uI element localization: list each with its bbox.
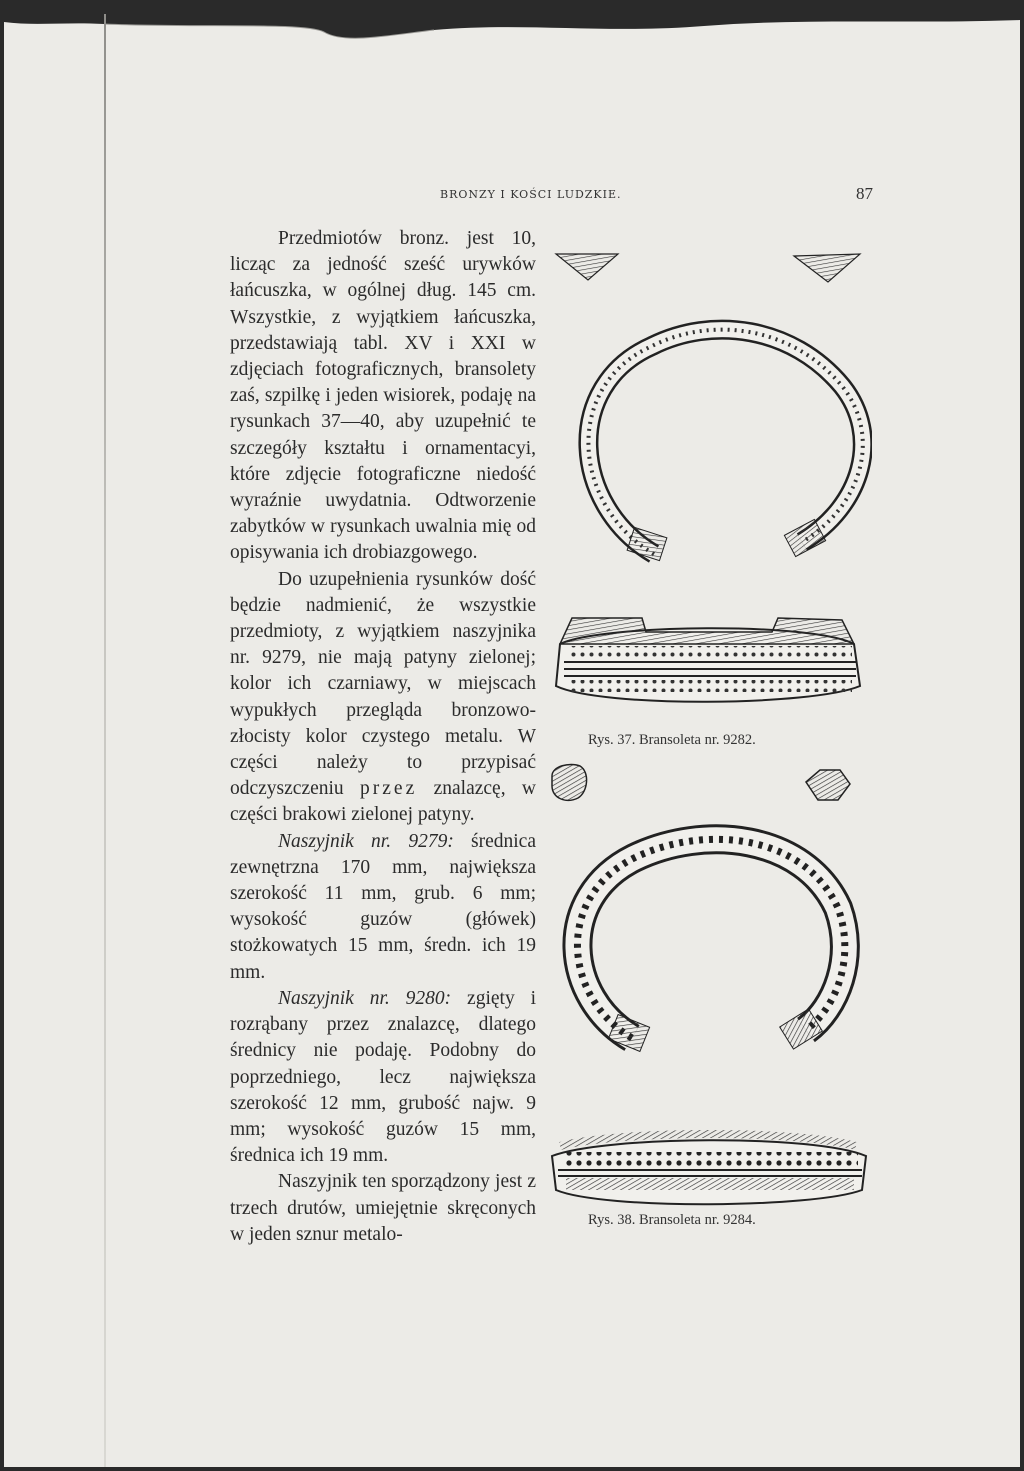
body-text-column (230, 226, 536, 1248)
paragraph-5: Naszyjnik ten sporządzony jest z trzech drutów, umiejętnie skręconych w jeden sznur metalo- (230, 1171, 536, 1245)
paragraph-4 (230, 986, 536, 1169)
torn-top-edge (4, 14, 1020, 54)
running-title: BRONZY I KOŚCI LUDZKIE. (440, 188, 622, 201)
figure-38-bracelet-drawing (544, 758, 874, 1218)
naszyjnik-9279-label: Naszyjnik nr. 9279: (278, 830, 454, 852)
naszyjnik-9280-text: zgięty i rozrąbany przez znalazcę, dlatego średnicy nie podaję. Podobny do poprzedniego, lecz największa szerokość 12 mm, grubość najw. 9 mm; wysokość guzów 15 mm, średnica ich 19 mm. (230, 987, 536, 1167)
paragraph-2-spaced-word: przez (360, 778, 418, 800)
naszyjnik-9279-text: średnica zewnętrzna 170 mm, największa szerokość 11 mm, grub. 6 mm; wysokość guzów (główek) stożkowatych 15 mm, średn. ich 19 mm. (230, 830, 536, 983)
paragraph-1: Przedmiotów bronz. jest 10, licząc za jedność sześć urywków łańcuszka, w ogólnej dług. 145 cm. Wszystkie, z wyjątkiem łańcuszka, przedstawiają tabl. XV i XXI w zdjęciach fotograficznych, bransolety zaś, szpilkę i jeden wisiorek, podaję na rysunkach 37—40, aby uzupełnić te szczegóły kształtu i ornamentacyi, które zdjęcie fotograficzne niedość wyraźnie uwydatnia. Odtworzenie zabytków w rysunkach uwalnia mię od opisywania ich drobiazgowego. (230, 228, 536, 564)
figure-38-caption: Rys. 38. Bransoleta nr. 9284. (588, 1212, 756, 1228)
paragraph-3 (230, 829, 536, 986)
paragraph-2-part-b: znalazcę, w części brakowi zielonej patyny. (230, 778, 536, 826)
paragraph-2 (230, 567, 536, 829)
naszyjnik-9280-label: Naszyjnik nr. 9280: (278, 987, 452, 1009)
figure-37-bracelet-drawing (542, 236, 872, 736)
page-fold-line (104, 14, 106, 1467)
book-page (4, 14, 1020, 1467)
figure-37-caption: Rys. 37. Bransoleta nr. 9282. (588, 732, 756, 748)
paragraph-2-part-a: Do uzupełnienia rysunków dość będzie nadmienić, że wszystkie przedmioty, z wyjątkiem naszyjnika nr. 9279, nie mają patyny zielonej; kolor ich czarniawy, w miejscach wypukłych przegląda bronzowo-złocisty kolor czystego metalu. W części należy to przypisać odczyszczeniu (230, 568, 536, 800)
page-number: 87 (856, 184, 873, 203)
